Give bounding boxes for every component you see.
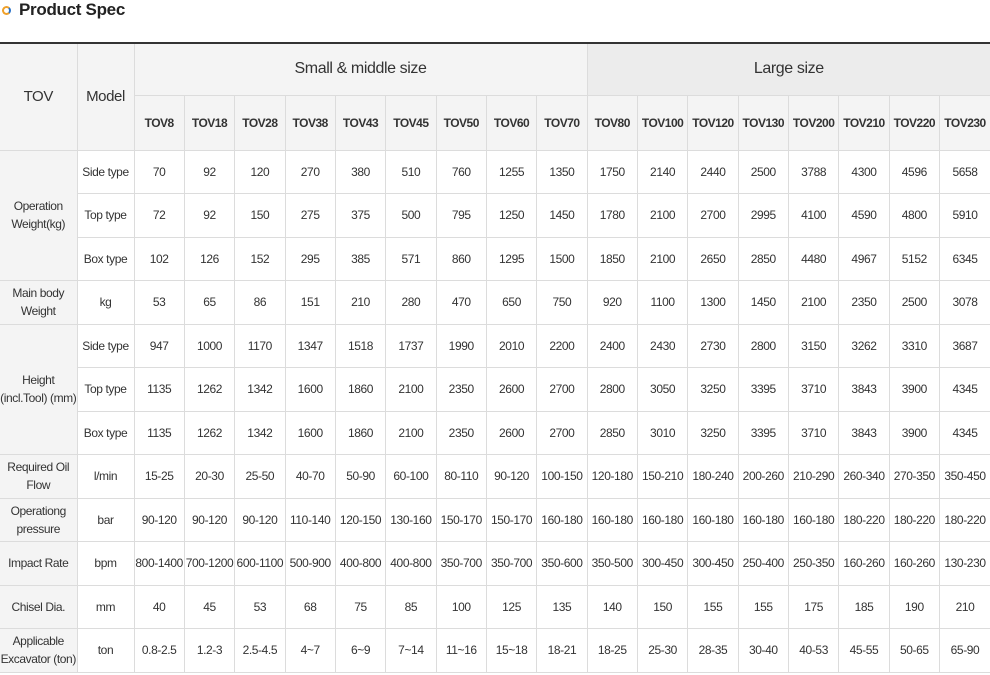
table-cell: 3395 — [738, 368, 788, 412]
table-cell: 5152 — [889, 237, 939, 281]
table-cell: 200-260 — [738, 455, 788, 499]
model-header-tov80: TOV80 — [587, 95, 637, 150]
table-cell: 3710 — [788, 368, 838, 412]
table-cell: 350-600 — [537, 542, 587, 586]
table-cell: 180-220 — [889, 498, 939, 542]
table-cell: 210 — [940, 585, 990, 629]
table-cell: 180-220 — [839, 498, 889, 542]
table-cell: 130-230 — [940, 542, 990, 586]
table-cell: 1500 — [537, 237, 587, 281]
table-cell: 2440 — [688, 150, 738, 194]
row-sub-label: Box type — [77, 237, 134, 281]
table-cell: 1347 — [285, 324, 335, 368]
table-cell: 1170 — [235, 324, 285, 368]
model-header-tov70: TOV70 — [537, 95, 587, 150]
model-header-tov200: TOV200 — [788, 95, 838, 150]
table-cell: 72 — [134, 194, 184, 238]
table-cell: 2850 — [587, 411, 637, 455]
table-cell: 1135 — [134, 368, 184, 412]
table-cell: 4345 — [940, 368, 990, 412]
row-group-label: Operationg pressure — [0, 498, 77, 542]
table-cell: 1860 — [335, 368, 385, 412]
table-cell: 2650 — [688, 237, 738, 281]
table-cell: 180-220 — [940, 498, 990, 542]
table-cell: 1342 — [235, 411, 285, 455]
table-cell: 2700 — [537, 411, 587, 455]
table-cell: 280 — [386, 281, 436, 325]
table-row — [0, 498, 990, 542]
table-cell: 160-180 — [587, 498, 637, 542]
model-header-tov50: TOV50 — [436, 95, 486, 150]
table-cell: 350-500 — [587, 542, 637, 586]
table-cell: 1255 — [486, 150, 536, 194]
table-cell: 1250 — [486, 194, 536, 238]
table-cell: 180-240 — [688, 455, 738, 499]
table-cell: 350-700 — [436, 542, 486, 586]
model-header-tov60: TOV60 — [486, 95, 536, 150]
table-cell: 760 — [436, 150, 486, 194]
table-cell: 2430 — [637, 324, 687, 368]
table-cell: 3250 — [688, 411, 738, 455]
model-header-tov28: TOV28 — [235, 95, 285, 150]
table-cell: 160-260 — [839, 542, 889, 586]
table-cell: 2100 — [637, 237, 687, 281]
table-cell: 2995 — [738, 194, 788, 238]
row-sub-label: bar — [77, 498, 134, 542]
table-cell: 2010 — [486, 324, 536, 368]
table-cell: 2100 — [788, 281, 838, 325]
table-cell: 85 — [386, 585, 436, 629]
table-cell: 150-210 — [637, 455, 687, 499]
table-cell: 350-450 — [940, 455, 990, 499]
table-cell: 86 — [235, 281, 285, 325]
model-header-row — [0, 95, 990, 150]
table-cell: 4967 — [839, 237, 889, 281]
table-row — [0, 237, 990, 281]
table-cell: 110-140 — [285, 498, 335, 542]
table-cell: 2730 — [688, 324, 738, 368]
header-tov: TOV — [0, 43, 77, 150]
table-cell: 125 — [486, 585, 536, 629]
table-cell: 120-150 — [335, 498, 385, 542]
row-sub-label: ton — [77, 629, 134, 673]
header-model: Model — [77, 43, 134, 150]
table-row — [0, 542, 990, 586]
model-header-tov38: TOV38 — [285, 95, 335, 150]
table-cell: 20-30 — [184, 455, 234, 499]
table-cell: 2400 — [587, 324, 637, 368]
table-cell: 90-120 — [134, 498, 184, 542]
table-cell: 3150 — [788, 324, 838, 368]
model-header-tov230: TOV230 — [940, 95, 990, 150]
table-cell: 2500 — [889, 281, 939, 325]
table-cell: 45-55 — [839, 629, 889, 673]
table-cell: 375 — [335, 194, 385, 238]
model-header-tov43: TOV43 — [335, 95, 385, 150]
table-cell: 70 — [134, 150, 184, 194]
table-cell: 1600 — [285, 411, 335, 455]
table-cell: 0.8-2.5 — [134, 629, 184, 673]
table-cell: 5658 — [940, 150, 990, 194]
table-cell: 80-110 — [436, 455, 486, 499]
table-cell: 650 — [486, 281, 536, 325]
table-cell: 3788 — [788, 150, 838, 194]
table-cell: 470 — [436, 281, 486, 325]
table-cell: 1600 — [285, 368, 335, 412]
table-cell: 100 — [436, 585, 486, 629]
table-cell: 92 — [184, 150, 234, 194]
table-cell: 2100 — [386, 411, 436, 455]
table-cell: 3010 — [637, 411, 687, 455]
table-cell: 3687 — [940, 324, 990, 368]
table-cell: 3900 — [889, 411, 939, 455]
table-cell: 2800 — [587, 368, 637, 412]
table-cell: 25-50 — [235, 455, 285, 499]
table-cell: 750 — [537, 281, 587, 325]
row-group-label: Required Oil Flow — [0, 455, 77, 499]
model-header-tov210: TOV210 — [839, 95, 889, 150]
table-cell: 135 — [537, 585, 587, 629]
table-row — [0, 281, 990, 325]
row-sub-label: Top type — [77, 194, 134, 238]
table-cell: 28-35 — [688, 629, 738, 673]
table-cell: 120 — [235, 150, 285, 194]
table-cell: 1518 — [335, 324, 385, 368]
table-cell: 4300 — [839, 150, 889, 194]
table-cell: 2700 — [688, 194, 738, 238]
table-cell: 800-1400 — [134, 542, 184, 586]
table-cell: 4480 — [788, 237, 838, 281]
table-cell: 25-30 — [637, 629, 687, 673]
table-cell: 1860 — [335, 411, 385, 455]
table-cell: 1342 — [235, 368, 285, 412]
table-cell: 3050 — [637, 368, 687, 412]
model-header-tov130: TOV130 — [738, 95, 788, 150]
table-cell: 3262 — [839, 324, 889, 368]
table-cell: 4590 — [839, 194, 889, 238]
table-cell: 60-100 — [386, 455, 436, 499]
table-cell: 260-340 — [839, 455, 889, 499]
table-cell: 2500 — [738, 150, 788, 194]
table-cell: 3250 — [688, 368, 738, 412]
table-cell: 4345 — [940, 411, 990, 455]
table-cell: 2350 — [436, 368, 486, 412]
table-cell: 40 — [134, 585, 184, 629]
row-sub-label: l/min — [77, 455, 134, 499]
table-cell: 160-180 — [738, 498, 788, 542]
table-cell: 2140 — [637, 150, 687, 194]
section-title — [0, 0, 125, 20]
row-sub-label: Side type — [77, 324, 134, 368]
table-cell: 2600 — [486, 411, 536, 455]
table-cell: 152 — [235, 237, 285, 281]
model-header-tov8: TOV8 — [134, 95, 184, 150]
row-group-label: Applicable Excavator (ton) — [0, 629, 77, 673]
table-cell: 500 — [386, 194, 436, 238]
table-cell: 2100 — [386, 368, 436, 412]
table-cell: 90-120 — [235, 498, 285, 542]
table-cell: 6~9 — [335, 629, 385, 673]
table-cell: 175 — [788, 585, 838, 629]
table-cell: 18-25 — [587, 629, 637, 673]
row-group-label: Height (incl.Tool) (mm) — [0, 324, 77, 455]
table-cell: 90-120 — [184, 498, 234, 542]
table-cell: 920 — [587, 281, 637, 325]
table-cell: 40-53 — [788, 629, 838, 673]
table-cell: 1.2-3 — [184, 629, 234, 673]
row-sub-label: bpm — [77, 542, 134, 586]
table-row — [0, 368, 990, 412]
table-cell: 1135 — [134, 411, 184, 455]
table-cell: 2.5-4.5 — [235, 629, 285, 673]
table-cell: 500-900 — [285, 542, 335, 586]
table-cell: 120-180 — [587, 455, 637, 499]
table-cell: 30-40 — [738, 629, 788, 673]
table-cell: 102 — [134, 237, 184, 281]
table-cell: 4800 — [889, 194, 939, 238]
table-cell: 700-1200 — [184, 542, 234, 586]
table-cell: 53 — [235, 585, 285, 629]
table-cell: 3395 — [738, 411, 788, 455]
table-cell: 1780 — [587, 194, 637, 238]
table-cell: 2200 — [537, 324, 587, 368]
table-cell: 1750 — [587, 150, 637, 194]
table-cell: 50-65 — [889, 629, 939, 673]
table-cell: 250-400 — [738, 542, 788, 586]
table-cell: 160-180 — [537, 498, 587, 542]
table-cell: 53 — [134, 281, 184, 325]
table-cell: 45 — [184, 585, 234, 629]
row-group-label: Operation Weight(kg) — [0, 150, 77, 281]
circle-bullet-icon — [2, 6, 11, 15]
table-cell: 15-25 — [134, 455, 184, 499]
table-cell: 250-350 — [788, 542, 838, 586]
table-cell: 1000 — [184, 324, 234, 368]
table-cell: 1300 — [688, 281, 738, 325]
table-cell: 65 — [184, 281, 234, 325]
table-cell: 1450 — [738, 281, 788, 325]
table-cell: 510 — [386, 150, 436, 194]
table-cell: 3843 — [839, 411, 889, 455]
table-cell: 40-70 — [285, 455, 335, 499]
header-group-large: Large size — [587, 43, 990, 95]
table-cell: 2700 — [537, 368, 587, 412]
table-cell: 295 — [285, 237, 335, 281]
row-sub-label: Top type — [77, 368, 134, 412]
table-cell: 1350 — [537, 150, 587, 194]
table-cell: 5910 — [940, 194, 990, 238]
table-cell: 300-450 — [688, 542, 738, 586]
table-cell: 65-90 — [940, 629, 990, 673]
table-cell: 947 — [134, 324, 184, 368]
table-cell: 92 — [184, 194, 234, 238]
table-cell: 155 — [688, 585, 738, 629]
table-cell: 600-1100 — [235, 542, 285, 586]
spec-table — [0, 42, 990, 673]
table-cell: 270-350 — [889, 455, 939, 499]
table-row — [0, 194, 990, 238]
table-cell: 140 — [587, 585, 637, 629]
table-cell: 4~7 — [285, 629, 335, 673]
table-cell: 150-170 — [436, 498, 486, 542]
table-cell: 50-90 — [335, 455, 385, 499]
table-cell: 3310 — [889, 324, 939, 368]
table-cell: 210 — [335, 281, 385, 325]
table-cell: 385 — [335, 237, 385, 281]
table-cell: 100-150 — [537, 455, 587, 499]
table-cell: 11~16 — [436, 629, 486, 673]
table-cell: 160-180 — [788, 498, 838, 542]
table-cell: 2350 — [839, 281, 889, 325]
table-cell: 1100 — [637, 281, 687, 325]
table-cell: 151 — [285, 281, 335, 325]
table-cell: 3843 — [839, 368, 889, 412]
table-row — [0, 629, 990, 673]
table-cell: 150 — [637, 585, 687, 629]
table-row — [0, 324, 990, 368]
table-cell: 18-21 — [537, 629, 587, 673]
table-cell: 3710 — [788, 411, 838, 455]
table-cell: 2800 — [738, 324, 788, 368]
model-header-tov45: TOV45 — [386, 95, 436, 150]
table-cell: 210-290 — [788, 455, 838, 499]
table-row — [0, 585, 990, 629]
table-cell: 2850 — [738, 237, 788, 281]
table-cell: 275 — [285, 194, 335, 238]
row-sub-label: Side type — [77, 150, 134, 194]
table-cell: 90-120 — [486, 455, 536, 499]
row-group-label: Chisel Dia. — [0, 585, 77, 629]
table-cell: 7~14 — [386, 629, 436, 673]
table-cell: 1450 — [537, 194, 587, 238]
model-header-tov120: TOV120 — [688, 95, 738, 150]
table-cell: 1850 — [587, 237, 637, 281]
table-row — [0, 411, 990, 455]
table-cell: 160-260 — [889, 542, 939, 586]
table-cell: 150 — [235, 194, 285, 238]
row-sub-label: kg — [77, 281, 134, 325]
model-header-tov100: TOV100 — [637, 95, 687, 150]
spec-table-body — [0, 150, 990, 672]
table-cell: 1262 — [184, 368, 234, 412]
table-cell: 2350 — [436, 411, 486, 455]
row-sub-label: Box type — [77, 411, 134, 455]
table-cell: 350-700 — [486, 542, 536, 586]
table-cell: 300-450 — [637, 542, 687, 586]
table-cell: 795 — [436, 194, 486, 238]
table-cell: 3900 — [889, 368, 939, 412]
table-row — [0, 455, 990, 499]
table-cell: 380 — [335, 150, 385, 194]
table-cell: 155 — [738, 585, 788, 629]
model-header-tov18: TOV18 — [184, 95, 234, 150]
table-cell: 160-180 — [637, 498, 687, 542]
table-cell: 75 — [335, 585, 385, 629]
row-sub-label: mm — [77, 585, 134, 629]
table-cell: 860 — [436, 237, 486, 281]
model-header-tov220: TOV220 — [889, 95, 939, 150]
table-cell: 190 — [889, 585, 939, 629]
table-cell: 130-160 — [386, 498, 436, 542]
table-cell: 1990 — [436, 324, 486, 368]
table-cell: 126 — [184, 237, 234, 281]
table-cell: 185 — [839, 585, 889, 629]
header-group-small: Small & middle size — [134, 43, 587, 95]
table-cell: 400-800 — [386, 542, 436, 586]
table-cell: 68 — [285, 585, 335, 629]
table-cell: 571 — [386, 237, 436, 281]
row-group-label: Main body Weight — [0, 281, 77, 325]
table-cell: 2100 — [637, 194, 687, 238]
table-cell: 400-800 — [335, 542, 385, 586]
section-title-text: Product Spec — [19, 0, 125, 19]
table-cell: 4100 — [788, 194, 838, 238]
table-cell: 15~18 — [486, 629, 536, 673]
table-cell: 4596 — [889, 150, 939, 194]
table-cell: 1262 — [184, 411, 234, 455]
table-cell: 1295 — [486, 237, 536, 281]
table-cell: 270 — [285, 150, 335, 194]
table-row — [0, 150, 990, 194]
table-cell: 160-180 — [688, 498, 738, 542]
table-cell: 3078 — [940, 281, 990, 325]
table-cell: 2600 — [486, 368, 536, 412]
table-cell: 1737 — [386, 324, 436, 368]
table-cell: 6345 — [940, 237, 990, 281]
table-cell: 150-170 — [486, 498, 536, 542]
row-group-label: Impact Rate — [0, 542, 77, 586]
